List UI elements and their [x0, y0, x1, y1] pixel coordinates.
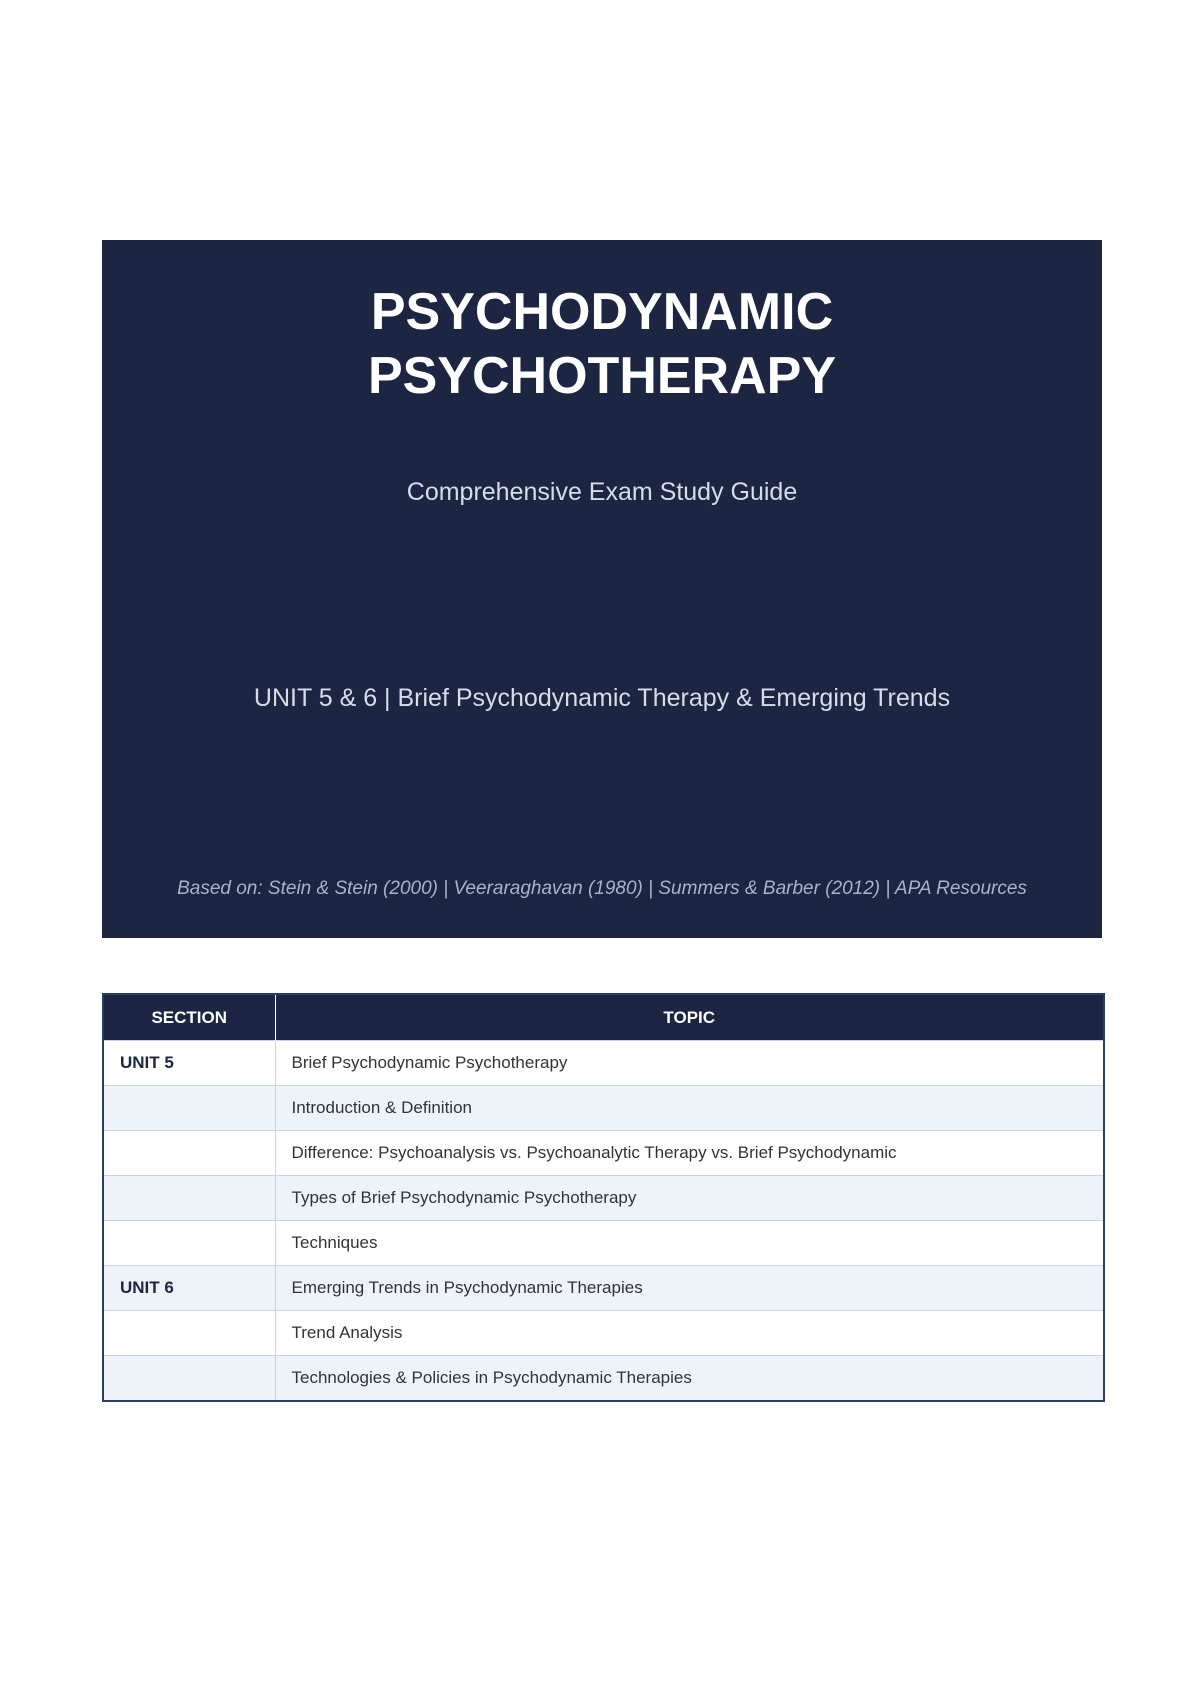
- table-row: [103, 1041, 1104, 1086]
- table-row: [103, 1131, 1104, 1176]
- table-row: [103, 1221, 1104, 1266]
- title-line-2: PSYCHOTHERAPY: [367, 347, 837, 405]
- units-line: UNIT 5 & 6 | Brief Psychodynamic Therapy & Emerging Trends: [253, 684, 951, 712]
- cover-banner: [102, 240, 1102, 938]
- table-row: [103, 1086, 1104, 1131]
- section-cell: [103, 1086, 275, 1131]
- title-line-1: PSYCHODYNAMIC: [370, 283, 834, 341]
- table-row: [103, 1311, 1104, 1356]
- topic-cell: Techniques: [275, 1221, 1104, 1266]
- section-cell: [103, 1356, 275, 1402]
- section-cell: [103, 1311, 275, 1356]
- section-cell: [103, 1221, 275, 1266]
- contents-table: [102, 993, 1105, 1402]
- header-topic: TOPIC: [275, 994, 1104, 1041]
- table-row: [103, 1176, 1104, 1221]
- header-section: SECTION: [103, 994, 275, 1041]
- document-subtitle: Comprehensive Exam Study Guide: [406, 478, 798, 506]
- table-header-row: [103, 994, 1104, 1041]
- section-cell: UNIT 6: [103, 1266, 275, 1311]
- topic-cell: Trend Analysis: [275, 1311, 1104, 1356]
- topic-cell: Introduction & Definition: [275, 1086, 1104, 1131]
- table-row: [103, 1356, 1104, 1402]
- table-row: [103, 1266, 1104, 1311]
- section-cell: UNIT 5: [103, 1041, 275, 1086]
- sources-line: Based on: Stein & Stein (2000) | Veeraraghavan (1980) | Summers & Barber (2012) | APA Resources: [177, 878, 1027, 899]
- section-cell: [103, 1176, 275, 1221]
- topic-cell: Technologies & Policies in Psychodynamic Therapies: [275, 1356, 1104, 1402]
- document-title: [102, 280, 1102, 408]
- topic-cell: Difference: Psychoanalysis vs. Psychoanalytic Therapy vs. Brief Psychodynamic: [275, 1131, 1104, 1176]
- topic-cell: Emerging Trends in Psychodynamic Therapies: [275, 1266, 1104, 1311]
- topic-cell: Brief Psychodynamic Psychotherapy: [275, 1041, 1104, 1086]
- section-cell: [103, 1131, 275, 1176]
- topic-cell: Types of Brief Psychodynamic Psychotherapy: [275, 1176, 1104, 1221]
